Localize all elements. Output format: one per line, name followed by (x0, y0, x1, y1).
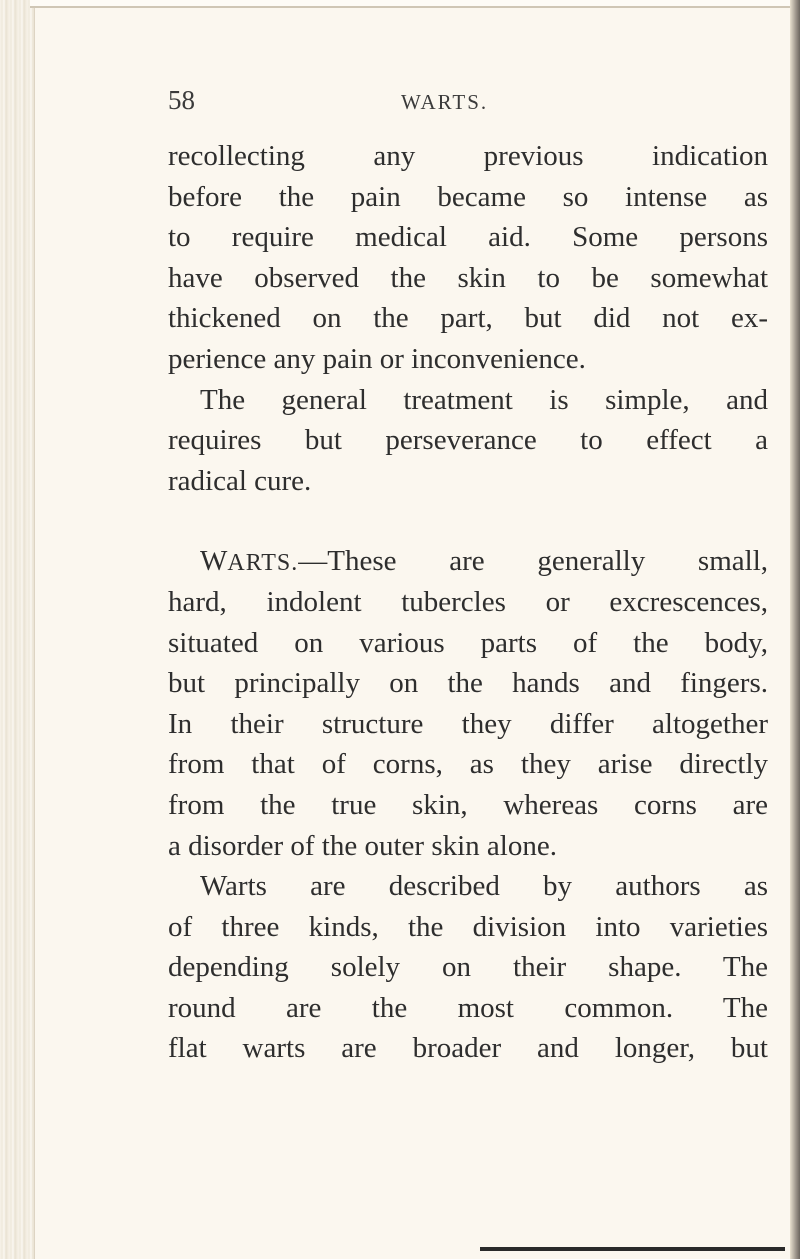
text-line: situated on various parts of the body, (168, 626, 768, 659)
text-line: thickened on the part, but did not ex- (168, 302, 768, 335)
text-line: requires but perseverance to effect a (168, 424, 768, 457)
text-line: from that of corns, as they arise directly (168, 748, 768, 781)
text-line: to require medical aid. Some persons (168, 221, 768, 254)
text-line: perience any pain or inconvenience. (168, 342, 586, 375)
text-line: depending solely on their shape. The (168, 951, 768, 984)
book-binding-edge (0, 0, 35, 1259)
body-text (168, 136, 768, 1069)
text-line: In their structure they differ altogether (168, 707, 768, 740)
section-heading-initial: W (200, 545, 228, 578)
section-first-line-rest: —These are generally small, (298, 545, 768, 578)
page-header (168, 85, 768, 125)
running-head: WARTS. (401, 90, 489, 114)
text-line: The general treatment is simple, and (200, 383, 768, 416)
page-bottom-edge (480, 1247, 785, 1251)
text-line: round are the most common. The (168, 991, 768, 1024)
paragraph-spacer (168, 501, 768, 541)
text-line: Warts are described by authors as (200, 870, 768, 903)
text-line: flat warts are broader and longer, but (168, 1032, 768, 1065)
text-line: recollecting any previous indication (168, 140, 768, 172)
paragraph-1 (168, 136, 768, 380)
text-line: but principally on the hands and fingers. (168, 667, 768, 700)
section-heading-rest: ARTS. (227, 550, 299, 577)
section-first-line (168, 541, 768, 582)
text-line: radical cure. (168, 464, 312, 497)
page-top-edge (30, 0, 800, 8)
text-line: a disorder of the outer skin alone. (168, 829, 557, 862)
paragraph-2 (168, 380, 768, 502)
page-right-edge (790, 0, 800, 1259)
text-line: from the true skin, whereas corns are (168, 788, 768, 821)
text-line: before the pain became so intense as (168, 180, 768, 213)
text-line: have observed the skin to be somewhat (168, 261, 768, 294)
paragraph-3 (168, 541, 768, 866)
paragraph-4 (168, 866, 768, 1069)
text-line: of three kinds, the division into varieties (168, 910, 768, 943)
text-line: hard, indolent tubercles or excrescences, (168, 585, 768, 618)
page-number: 58 (168, 85, 195, 115)
